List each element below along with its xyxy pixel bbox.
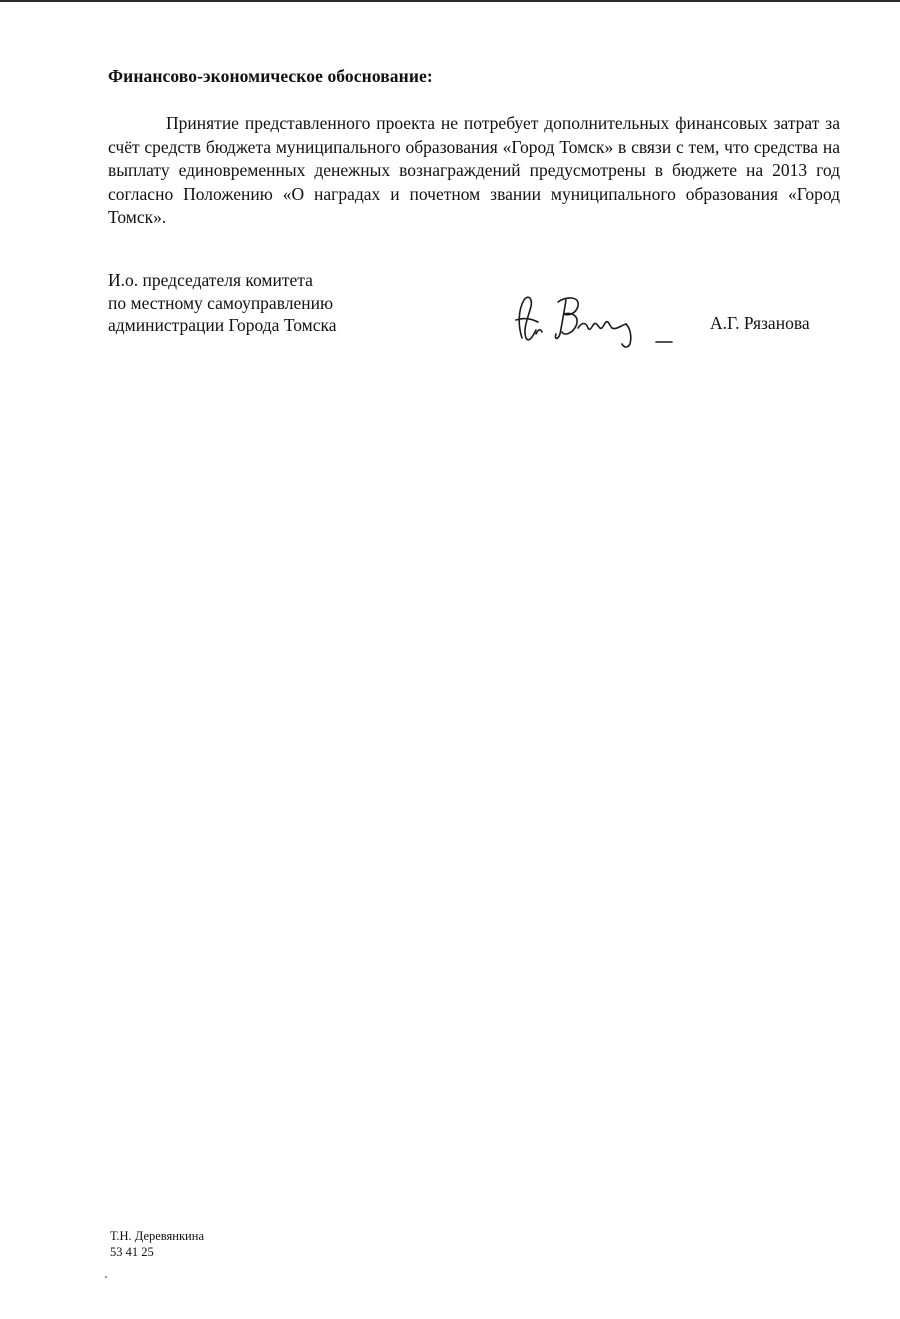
executor-info [110, 1228, 204, 1260]
signer-name: А.Г. Рязанова [710, 313, 810, 333]
position-line-1: И.о. председателя комитета [108, 270, 313, 290]
section-heading: Финансово-экономическое обоснование: [108, 66, 433, 86]
executor-phone: 53 41 25 [110, 1245, 154, 1259]
position-line-2: по местному самоуправлению [108, 292, 334, 313]
executor-name: Т.Н. Деревянкина [110, 1229, 204, 1243]
scan-speck [105, 1276, 107, 1278]
body-paragraph: Принятие представленного проекта не потребует дополнительных финансовых затрат за счёт средств бюджета муниципального образования «Город Томск» в связи с тем, что средства на выплату единовременных денежных вознаграждений предусмотрены в бюджете на 2013 год согласно Положению «О наградах и почетном звании муниципального образования «Город Томск». [108, 113, 840, 227]
position-line-3: администрации Города Томска [108, 315, 337, 335]
signatory-position [108, 269, 336, 337]
page-top-edge [0, 0, 900, 2]
handwritten-signature [508, 290, 678, 352]
